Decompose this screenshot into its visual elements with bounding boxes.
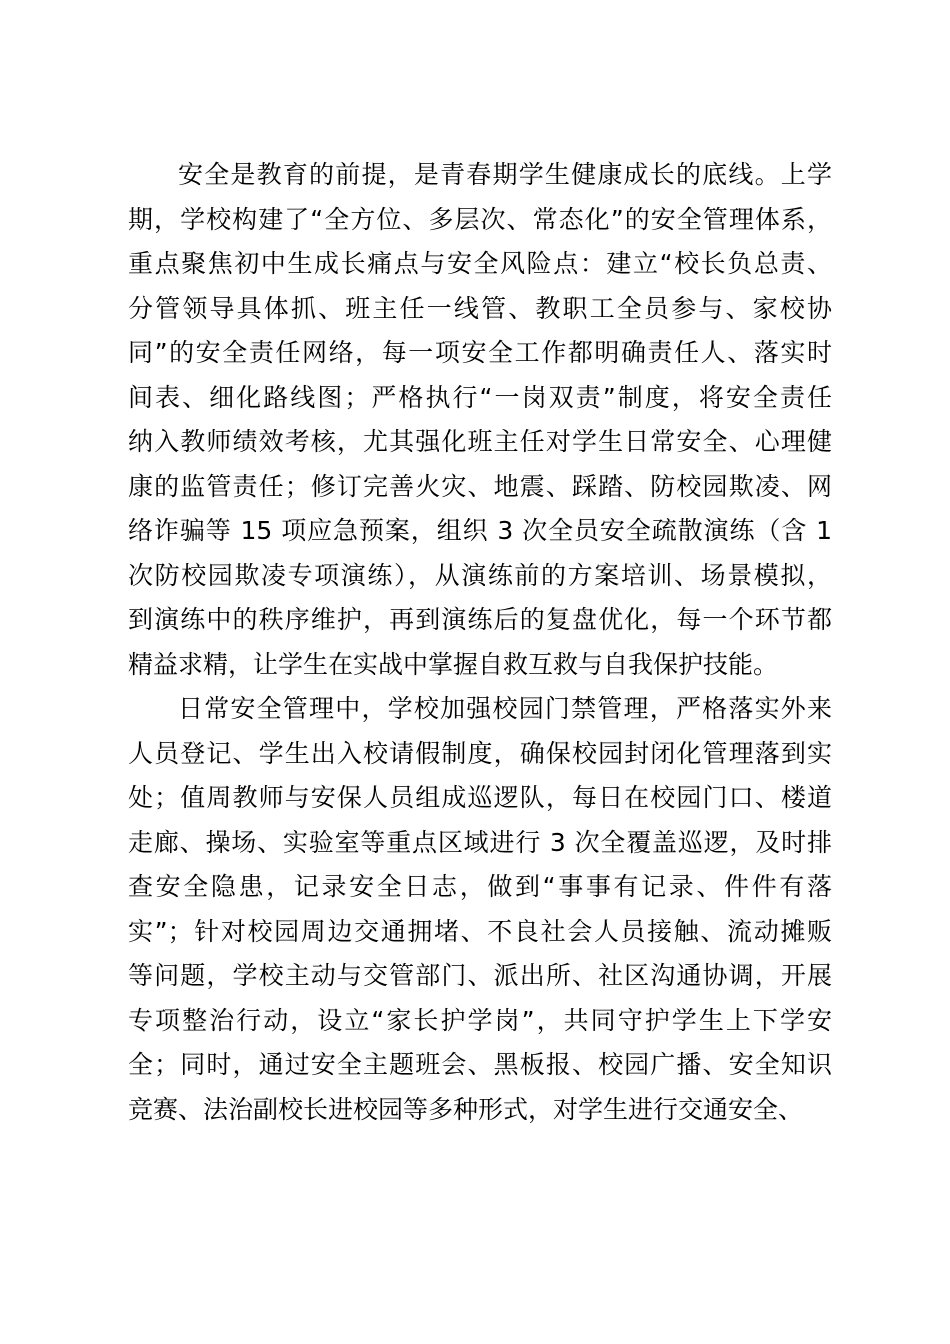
paragraph-line: 专项整治行动，设立“家长护学岗”，共同守护学生上下学安	[128, 1005, 832, 1035]
paragraph-daily-safety-management	[128, 687, 832, 1132]
paragraph-line: 精益求精，让学生在实战中掌握自救互救与自我保护技能。	[128, 649, 779, 679]
paragraph-line: 查安全隐患，记录安全日志，做到“事事有记录、件件有落	[128, 872, 832, 901]
paragraph-line: 分管领导具体抓、班主任一线管、教职工全员参与、家校协	[128, 293, 832, 323]
paragraph-line: 走廊、操场、实验室等重点区域进行 3 次全覆盖巡逻，及时排	[128, 827, 832, 857]
paragraph-line: 康的监管责任；修订完善火灾、地震、踩踏、防校园欺凌、网	[128, 471, 832, 501]
paragraph-line: 竞赛、法治副校长进校园等多种形式，对学生进行交通安全、	[128, 1094, 804, 1124]
paragraph-line: 重点聚焦初中生成长痛点与安全风险点：建立“校长负总责、	[128, 249, 832, 278]
paragraph-line: 纳入教师绩效考核，尤其强化班主任对学生日常安全、心理健	[128, 427, 832, 456]
paragraph-line: 人员登记、学生出入校请假制度，确保校园封闭化管理落到实	[128, 738, 832, 768]
paragraph-line: 期，学校构建了“全方位、多层次、常态化”的安全管理体系，	[128, 204, 832, 234]
paragraph-line: 到演练中的秩序维护，再到演练后的复盘优化，每一个环节都	[128, 605, 832, 634]
paragraph-line: 间表、细化路线图；严格执行“一岗双责”制度，将安全责任	[128, 382, 832, 412]
paragraph-line: 络诈骗等 15 项应急预案，组织 3 次全员安全疏散演练（含 1	[128, 516, 832, 545]
paragraph-campus-safety-system	[128, 153, 832, 687]
paragraph-line: 日常安全管理中，学校加强校园门禁管理，严格落实外来	[178, 694, 832, 723]
paragraph-line: 安全是教育的前提，是青春期学生健康成长的底线。上学	[178, 160, 832, 189]
paragraph-line: 全；同时，通过安全主题班会、黑板报、校园广播、安全知识	[128, 1050, 832, 1079]
paragraph-line: 同”的安全责任网络，每一项安全工作都明确责任人、落实时	[128, 338, 832, 367]
paragraph-line: 等问题，学校主动与交管部门、派出所、社区沟通协调，开展	[128, 961, 832, 990]
paragraph-line: 实”；针对校园周边交通拥堵、不良社会人员接触、流动摊贩	[128, 916, 832, 946]
document-body	[128, 153, 832, 1132]
paragraph-line: 处；值周教师与安保人员组成巡逻队，每日在校园门口、楼道	[128, 783, 832, 812]
paragraph-line: 次防校园欺凌专项演练），从演练前的方案培训、场景模拟，	[128, 560, 832, 590]
